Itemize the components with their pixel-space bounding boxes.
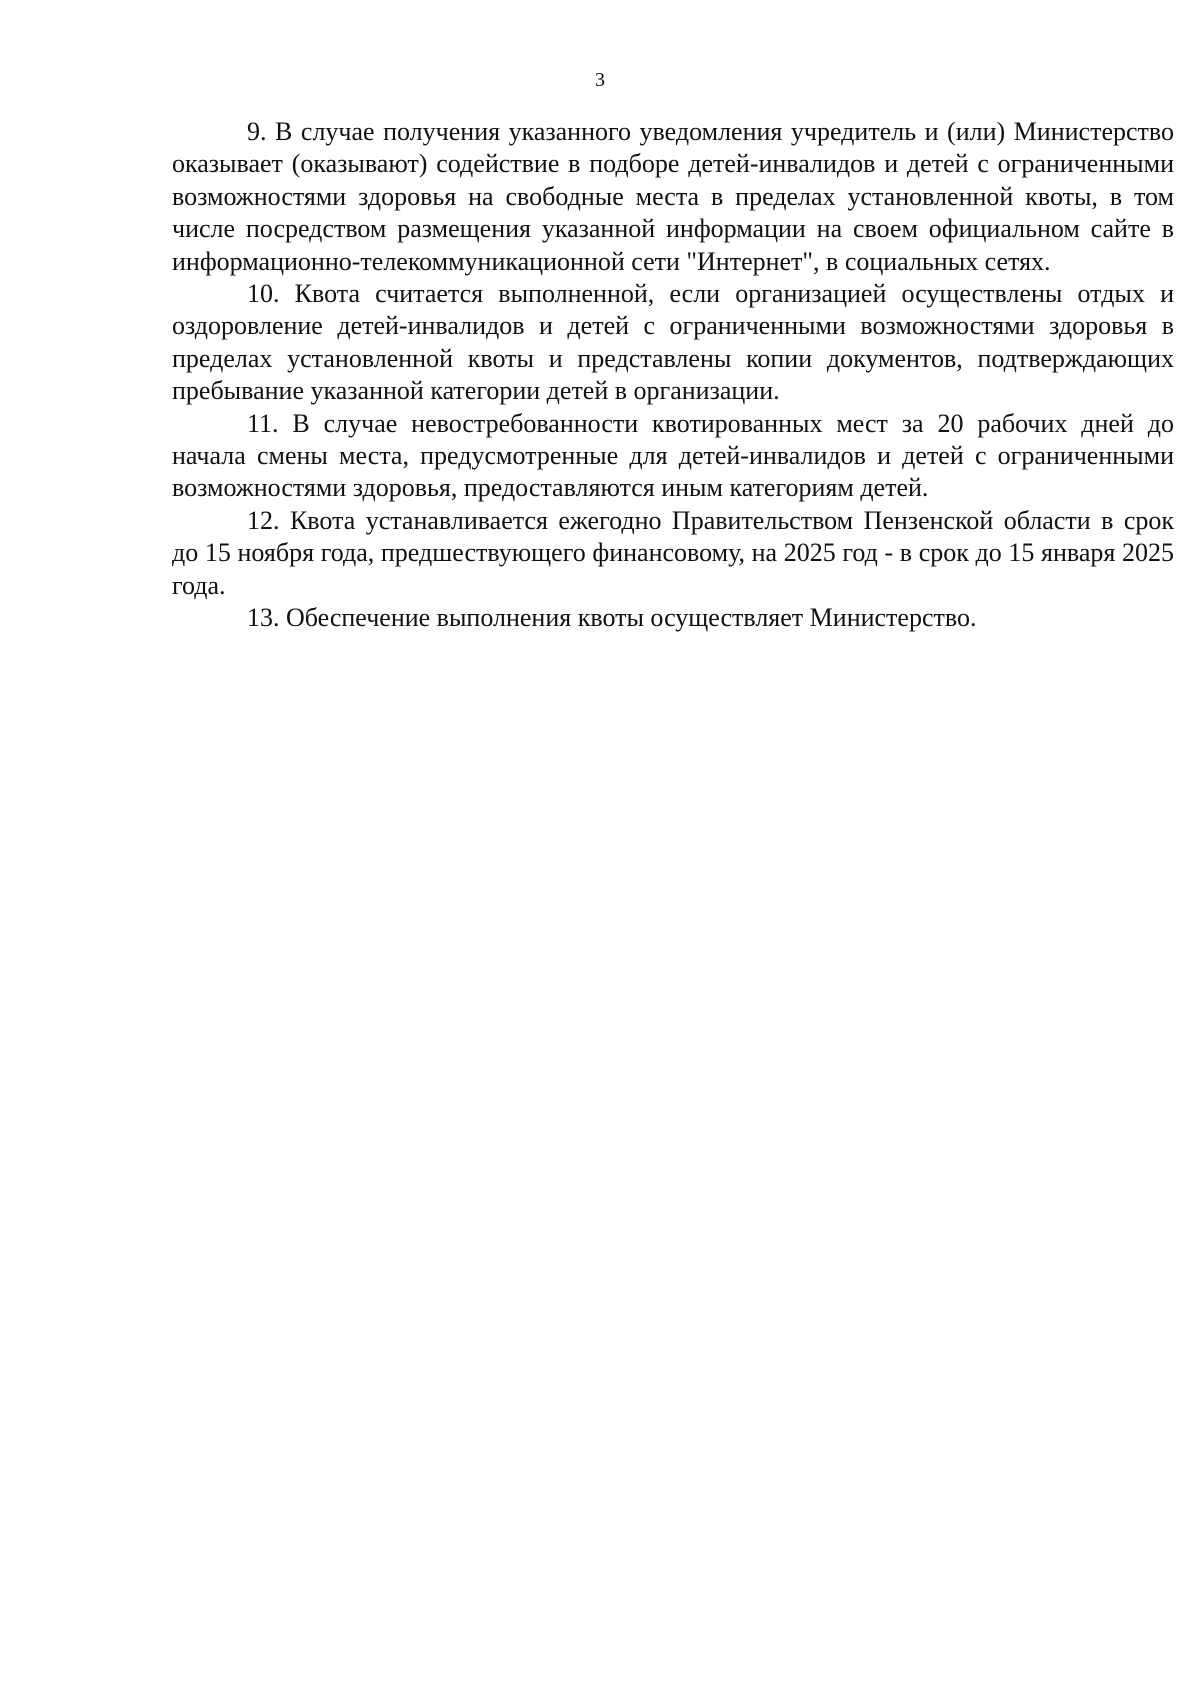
paragraph-12: 12. Квота устанавливается ежегодно Правительством Пензенской области в срок до 15 ноября года, предшествующего финансовому, на 2025 год - в срок до 15 января 2025 года. bbox=[172, 505, 1174, 600]
paragraph-13: 13. Обеспечение выполнения квоты осуществляет Министерство. bbox=[247, 603, 977, 633]
document-body bbox=[172, 116, 1174, 635]
page-number: 3 bbox=[595, 69, 605, 91]
paragraph-11: 11. В случае невостребованности квотированных мест за 20 рабочих дней до начала смены места, предусмотренные для детей-инвалидов и детей с ограниченными возможностями здоровья, предоставляются иным категориям детей. bbox=[172, 408, 1174, 503]
paragraph-9: 9. В случае получения указанного уведомления учредитель и (или) Министерство оказывает (оказывают) содействие в подборе детей-инвалидов и детей с ограниченными возможностями здоровья на свободные места в пределах установленной квоты, в том числе посредством размещения указанной информации на своем официальном сайте в информационно-телекоммуникационной сети "Интернет", в социальных сетях. bbox=[172, 117, 1174, 276]
paragraph-10: 10. Квота считается выполненной, если организацией осуществлены отдых и оздоровление детей-инвалидов и детей с ограниченными возможностями здоровья в пределах установленной квоты и представлены копии документов, подтверждающих пребывание указанной категории детей в организации. bbox=[172, 279, 1174, 406]
